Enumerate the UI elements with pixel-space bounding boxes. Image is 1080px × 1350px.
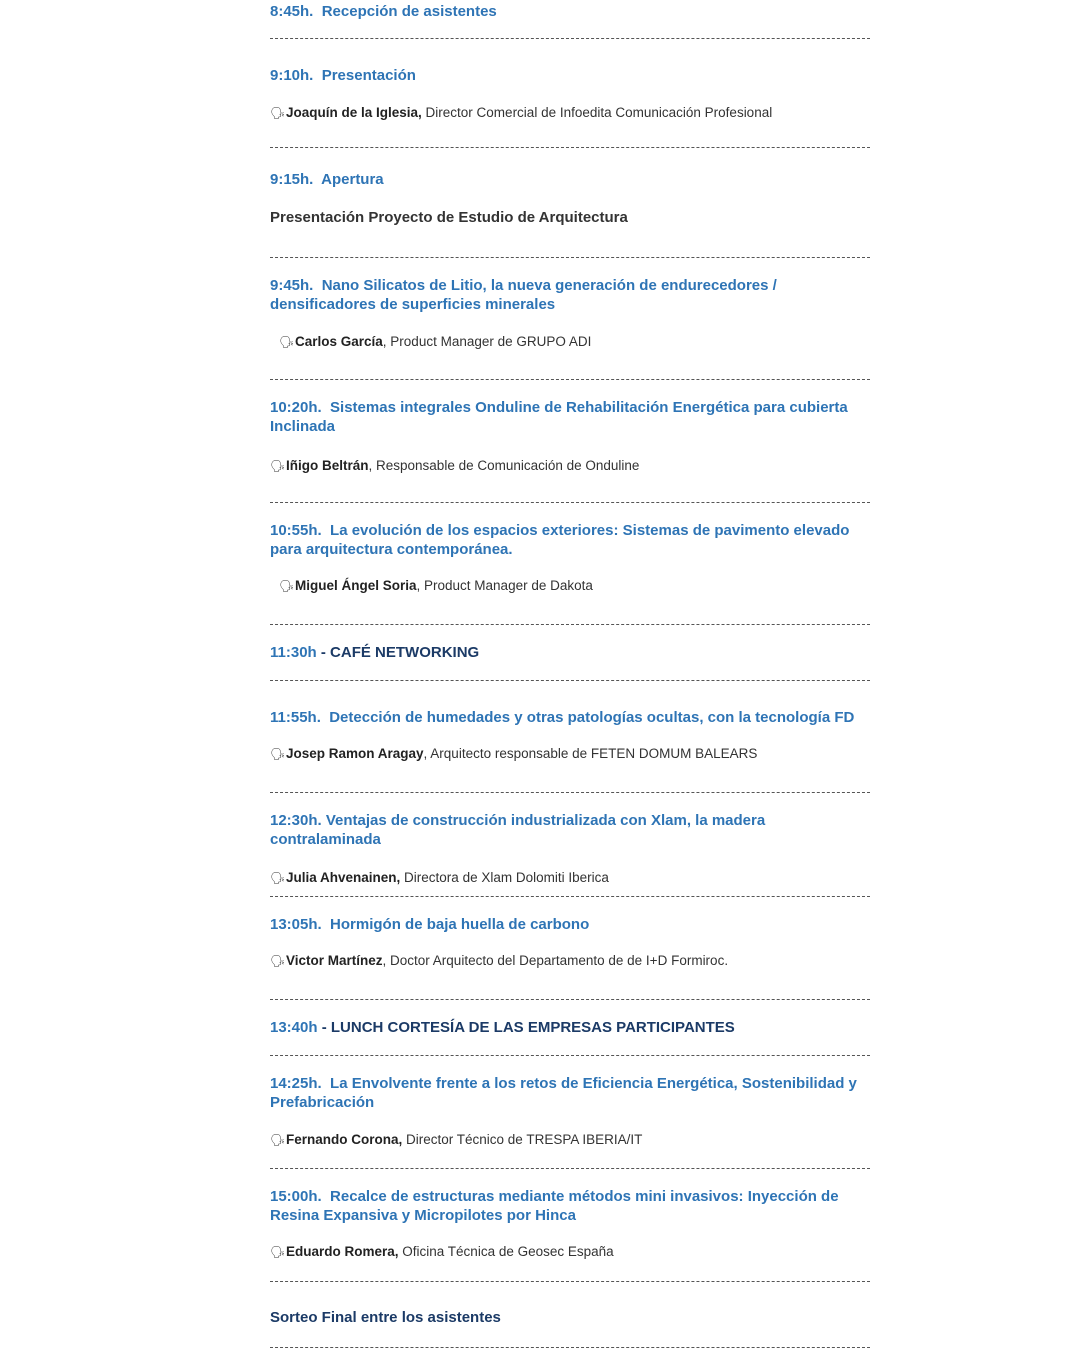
agenda-item [270,1018,870,1037]
agenda-item [270,1187,870,1261]
divider [270,1168,870,1169]
session-title: 11:55h. Detección de humedades y otras patologías ocultas, con la tecnología FD [270,709,855,726]
break-title: 13:40h - LUNCH CORTESÍA DE LAS EMPRESAS PARTICIPANTES [270,1019,735,1036]
session-title: 10:55h. La evolución de los espacios exteriores: Sistemas de pavimento elevado para arquitectura contemporánea. [270,522,850,558]
divider [270,502,870,503]
speaker-line: 🗣Josep Ramon Aragay, Arquitecto responsable de FETEN DOMUM BALEARS [270,746,758,761]
agenda-item [270,170,870,226]
agenda-item [270,1309,870,1326]
divider [270,257,870,258]
divider [270,379,870,380]
session-title: 12:30h. Ventajas de construcción industrializada con Xlam, la madera contralaminada [270,812,766,848]
speaking-head-icon: 🗣 [270,1133,286,1147]
session-title: 9:10h. Presentación [270,67,416,84]
divider [270,896,870,897]
divider [270,1347,870,1348]
speaking-head-icon: 🗣 [270,106,286,120]
session-title: 10:20h. Sistemas integrales Onduline de Rehabilitación Energética para cubierta Inclinada [270,399,848,435]
session-subtitle: Presentación Proyecto de Estudio de Arquitectura [270,209,628,226]
agenda-item [270,2,870,21]
divider [270,38,870,39]
final-raffle: Sorteo Final entre los asistentes [270,1309,501,1326]
speaker-line: 🗣Iñigo Beltrán, Responsable de Comunicación de Onduline [270,458,640,473]
speaker-line: 🗣Eduardo Romera, Oficina Técnica de Geosec España [270,1244,614,1259]
speaking-head-icon: 🗣 [270,871,286,885]
speaker-line: 🗣Carlos García, Product Manager de GRUPO ADI [279,334,592,349]
divider [270,624,870,625]
divider [270,147,870,148]
agenda-item [270,811,870,887]
session-title: 9:15h. Apertura [270,171,384,188]
divider [270,999,870,1000]
agenda-item [270,643,870,662]
agenda-item [270,1074,870,1149]
speaking-head-icon: 🗣 [270,747,286,761]
agenda-item [270,521,870,595]
speaking-head-icon: 🗣 [270,954,286,968]
divider [270,792,870,793]
speaker-line: 🗣Victor Martínez, Doctor Arquitecto del Departamento de de I+D Formiroc. [270,953,729,968]
session-title: 15:00h. Recalce de estructuras mediante métodos mini invasivos: Inyección de Resina Expansiva y Micropilotes por Hinca [270,1188,839,1224]
session-title: 14:25h. La Envolvente frente a los retos de Eficiencia Energética, Sostenibilidad y Prefabricación [270,1075,857,1111]
speaker-line: 🗣Julia Ahvenainen, Directora de Xlam Dolomiti Iberica [270,870,609,885]
divider [270,680,870,681]
speaking-head-icon: 🗣 [270,1245,286,1259]
agenda-item [270,915,870,970]
speaker-line: 🗣Joaquín de la Iglesia, Director Comercial de Infoedita Comunicación Profesional [270,105,773,120]
divider [270,1055,870,1056]
speaking-head-icon: 🗣 [279,579,295,593]
agenda-item [270,66,870,122]
session-title: 13:05h. Hormigón de baja huella de carbono [270,916,590,933]
agenda-item [270,708,870,763]
break-title: 11:30h - CAFÉ NETWORKING [270,644,480,661]
agenda-item [270,276,870,351]
speaking-head-icon: 🗣 [270,459,286,473]
session-title: 9:45h. Nano Silicatos de Litio, la nueva generación de endurecedores / densificadores de superficies minerales [270,277,777,313]
speaker-line: 🗣Fernando Corona, Director Técnico de TRESPA IBERIA/IT [270,1132,643,1147]
session-title: 8:45h. Recepción de asistentes [270,3,497,20]
agenda-item [270,398,870,475]
speaker-line: 🗣Miguel Ángel Soria, Product Manager de Dakota [279,578,593,593]
speaking-head-icon: 🗣 [279,335,295,349]
divider [270,1281,870,1282]
